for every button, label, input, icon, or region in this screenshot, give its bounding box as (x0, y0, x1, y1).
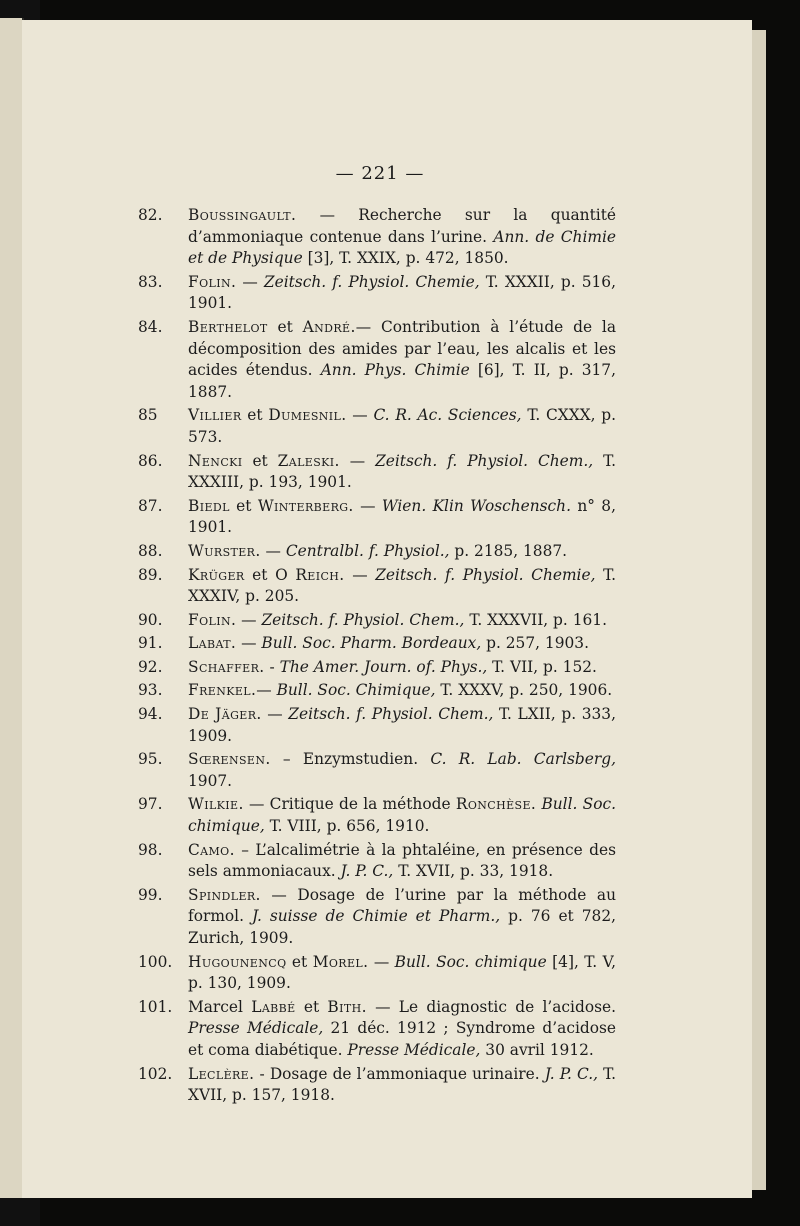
reference-number: 93. (138, 681, 163, 700)
author-name: Folin. (188, 272, 237, 291)
journal-title: Presse Médicale, (347, 1040, 481, 1059)
reference-number: 88. (138, 541, 163, 560)
reference-number: 90. (138, 610, 163, 629)
author-name: Sœrensen. (188, 750, 271, 769)
reference-text: — Critique de la méthode (243, 795, 456, 814)
author-name: Nencki (188, 451, 243, 470)
reference-text: T. XXXV, p. 250, 1906. (435, 681, 613, 700)
reference-text: — (368, 952, 395, 971)
journal-title: Ann. de Chimie et de Physique (188, 227, 616, 268)
reference-entry (138, 794, 616, 837)
reference-entry (138, 997, 616, 1062)
reference-text: – L’alcalimétrie à la phtaléine, en présence des sels ammoniacaux. (188, 840, 616, 881)
reference-entry (138, 680, 616, 702)
reference-entry (138, 565, 616, 608)
author-name: Zaleski. (277, 451, 340, 470)
reference-text: T. LXII, p. 333, 1909. (188, 705, 616, 745)
journal-title: Centralbl. f. Physiol., (285, 541, 450, 560)
reference-number: 94. (138, 705, 163, 724)
reference-text: [3], T. XXIX, p. 472, 1850. (302, 249, 509, 268)
author-name: André. (302, 317, 356, 336)
reference-text: p. 76 et 782, Zurich, 1909. (188, 907, 616, 947)
author-name: Dumesnil. (268, 406, 347, 425)
author-name: Bith. (327, 997, 367, 1016)
reference-number: 95. (138, 750, 163, 769)
reference-text: — (339, 451, 376, 470)
reference-text: [4], T. V, p. 130, 1909. (188, 952, 616, 993)
journal-title: The Amer. Journ. of. Phys., (279, 657, 488, 676)
author-name: Spindler. (188, 885, 261, 904)
reference-text: T. XVII, p. 33, 1918. (393, 862, 554, 881)
journal-title: Bull. Soc. Chimique, (276, 681, 436, 700)
author-name: Reich. (295, 565, 345, 584)
author-name: Villier (188, 406, 242, 425)
reference-text: — (236, 272, 264, 291)
reference-number: 101. (138, 997, 173, 1016)
reference-number: 92. (138, 657, 163, 676)
reference-text: 21 déc. 1912 ; Syndrome d’acidose et coma diabétique. (188, 1019, 616, 1059)
reference-text: et (295, 997, 328, 1016)
reference-number: 87. (138, 496, 163, 515)
reference-text: et (286, 952, 313, 971)
reference-text: — Recherche sur la quantité d’ammoniaque contenue dans l’urine. (188, 206, 616, 246)
journal-title: J. suisse de Chimie et Pharm., (252, 907, 501, 926)
journal-title: Presse Médicale, (188, 1019, 324, 1038)
reference-text: — (346, 406, 374, 425)
reference-number: 91. (138, 634, 163, 653)
author-name: Wurster. (188, 541, 261, 560)
reference-number: 83. (138, 272, 163, 291)
reference-entry (138, 541, 616, 563)
author-name: Labbé (251, 997, 296, 1016)
journal-title: Zeitsch. f. Physiol. Chem., (375, 451, 594, 470)
journal-title: Zeitsch. f. Physiol. Chem., (288, 705, 494, 724)
author-name: Labat. (188, 634, 237, 653)
reference-number: 89. (138, 565, 163, 584)
reference-text: T. XXXIV, p. 205. (188, 565, 616, 606)
reference-text: — (236, 634, 262, 653)
reference-text: et O (244, 565, 296, 584)
author-name: Ronchèse. (455, 795, 537, 814)
reference-entry (138, 840, 616, 883)
reference-text: T. XXXII, p. 516, 1901. (188, 272, 616, 313)
reference-entry (138, 610, 616, 632)
reference-list (138, 205, 616, 1109)
reference-text: 30 avril 1912. (480, 1040, 594, 1059)
author-name: Winterberg. (257, 496, 354, 515)
reference-entry (138, 749, 616, 792)
author-name: De Jäger. (188, 705, 262, 724)
author-name: Biedl (188, 496, 230, 515)
reference-entry (138, 496, 616, 539)
reference-number: 98. (138, 840, 163, 859)
reference-text: — Dosage de l’urine par la méthode au formol. (188, 885, 616, 926)
reference-entry (138, 1064, 616, 1107)
reference-text: p. 2185, 1887. (449, 541, 568, 560)
reference-entry (138, 205, 616, 270)
journal-title: J. P. C., (544, 1064, 598, 1083)
author-name: Morel. (312, 952, 369, 971)
reference-text: T. CXXX, p. 573. (188, 406, 616, 446)
journal-title: Zeitsch. f. Physiol. Chemie, (375, 565, 596, 584)
reference-text: - (264, 657, 280, 676)
reference-text: – Enzymstudien. (270, 750, 431, 769)
reference-text: n° 8, 1901. (188, 496, 616, 537)
journal-title: Wien. Klin Woschensch. (381, 496, 571, 515)
reference-entry (138, 405, 616, 448)
journal-title: Bull. Soc. chimique, (188, 795, 616, 836)
reference-text: et (242, 451, 278, 470)
page-number: — 221 — (335, 163, 425, 184)
journal-title: J. P. C., (340, 862, 394, 881)
reference-text: — (236, 610, 262, 629)
reference-text: [6], T. II, p. 317, 1887. (188, 361, 616, 401)
author-name: Berthelot (188, 317, 268, 336)
journal-title: Zeitsch. f. Physiol. Chem., (261, 610, 465, 629)
reference-text: — (260, 541, 286, 560)
reference-entry (138, 272, 616, 315)
author-name: Camo. (188, 840, 235, 859)
reference-text: Marcel (188, 997, 252, 1016)
journal-title: Bull. Soc. Pharm. Bordeaux, (261, 634, 482, 653)
journal-title: Bull. Soc. chimique (394, 952, 547, 971)
reference-text: et (241, 406, 269, 425)
reference-number: 99. (138, 885, 163, 904)
author-name: Hugounencq (188, 952, 287, 971)
reference-text: T. XXXVII, p. 161. (464, 610, 607, 629)
reference-number: 82. (138, 206, 163, 224)
reference-text: et (267, 317, 303, 336)
reference-entry (138, 633, 616, 655)
reference-entry (138, 451, 616, 494)
journal-title: Zeitsch. f. Physiol. Chemie, (263, 272, 480, 291)
author-name: Boussingault. (188, 206, 297, 224)
reference-text: T. VIII, p. 656, 1910. (264, 817, 430, 836)
reference-text: p. 257, 1903. (481, 634, 589, 653)
author-name: Krüger (188, 565, 245, 584)
reference-number: 86. (138, 451, 163, 470)
journal-title: Ann. Phys. Chimie (320, 361, 470, 380)
reference-entry (138, 657, 616, 679)
reference-text: — Le diagnostic de l’acidose. (366, 997, 616, 1016)
journal-title: C. R. Lab. Carlsberg, (430, 750, 616, 769)
journal-title: C. R. Ac. Sciences, (373, 406, 522, 425)
reference-entry (138, 317, 616, 403)
author-name: Wilkie. (188, 795, 244, 814)
reference-number: 84. (138, 317, 163, 336)
reference-text: — Contribution à l’étude de la décomposition des amides par l’eau, les alcalis et les acides étendus. (188, 317, 616, 380)
reference-number: 97. (138, 795, 163, 814)
reference-text: — (353, 496, 382, 515)
author-name: Frenkel. (188, 681, 257, 700)
reference-entry (138, 704, 616, 747)
page-stack-edge (752, 30, 766, 1190)
previous-page-edge (0, 18, 24, 1198)
reference-number: 102. (138, 1064, 173, 1083)
reference-text: T. XXXIII, p. 193, 1901. (188, 451, 616, 492)
reference-number: 100. (138, 952, 173, 971)
reference-number: 85 (138, 406, 158, 425)
reference-text: - Dosage de l’ammoniaque urinaire. (254, 1064, 545, 1083)
author-name: Leclère. (188, 1064, 255, 1083)
author-name: Schaffer. (188, 657, 265, 676)
author-name: Folin. (188, 610, 237, 629)
reference-text: — (256, 681, 277, 700)
reference-text: T. VII, p. 152. (487, 657, 597, 676)
reference-entry (138, 952, 616, 995)
reference-text: 1907. (188, 771, 233, 790)
reference-text: et (229, 496, 258, 515)
reference-text: — (344, 565, 376, 584)
reference-text: T. XVII, p. 157, 1918. (188, 1064, 616, 1105)
reference-text: — (261, 705, 289, 724)
reference-entry (138, 885, 616, 950)
